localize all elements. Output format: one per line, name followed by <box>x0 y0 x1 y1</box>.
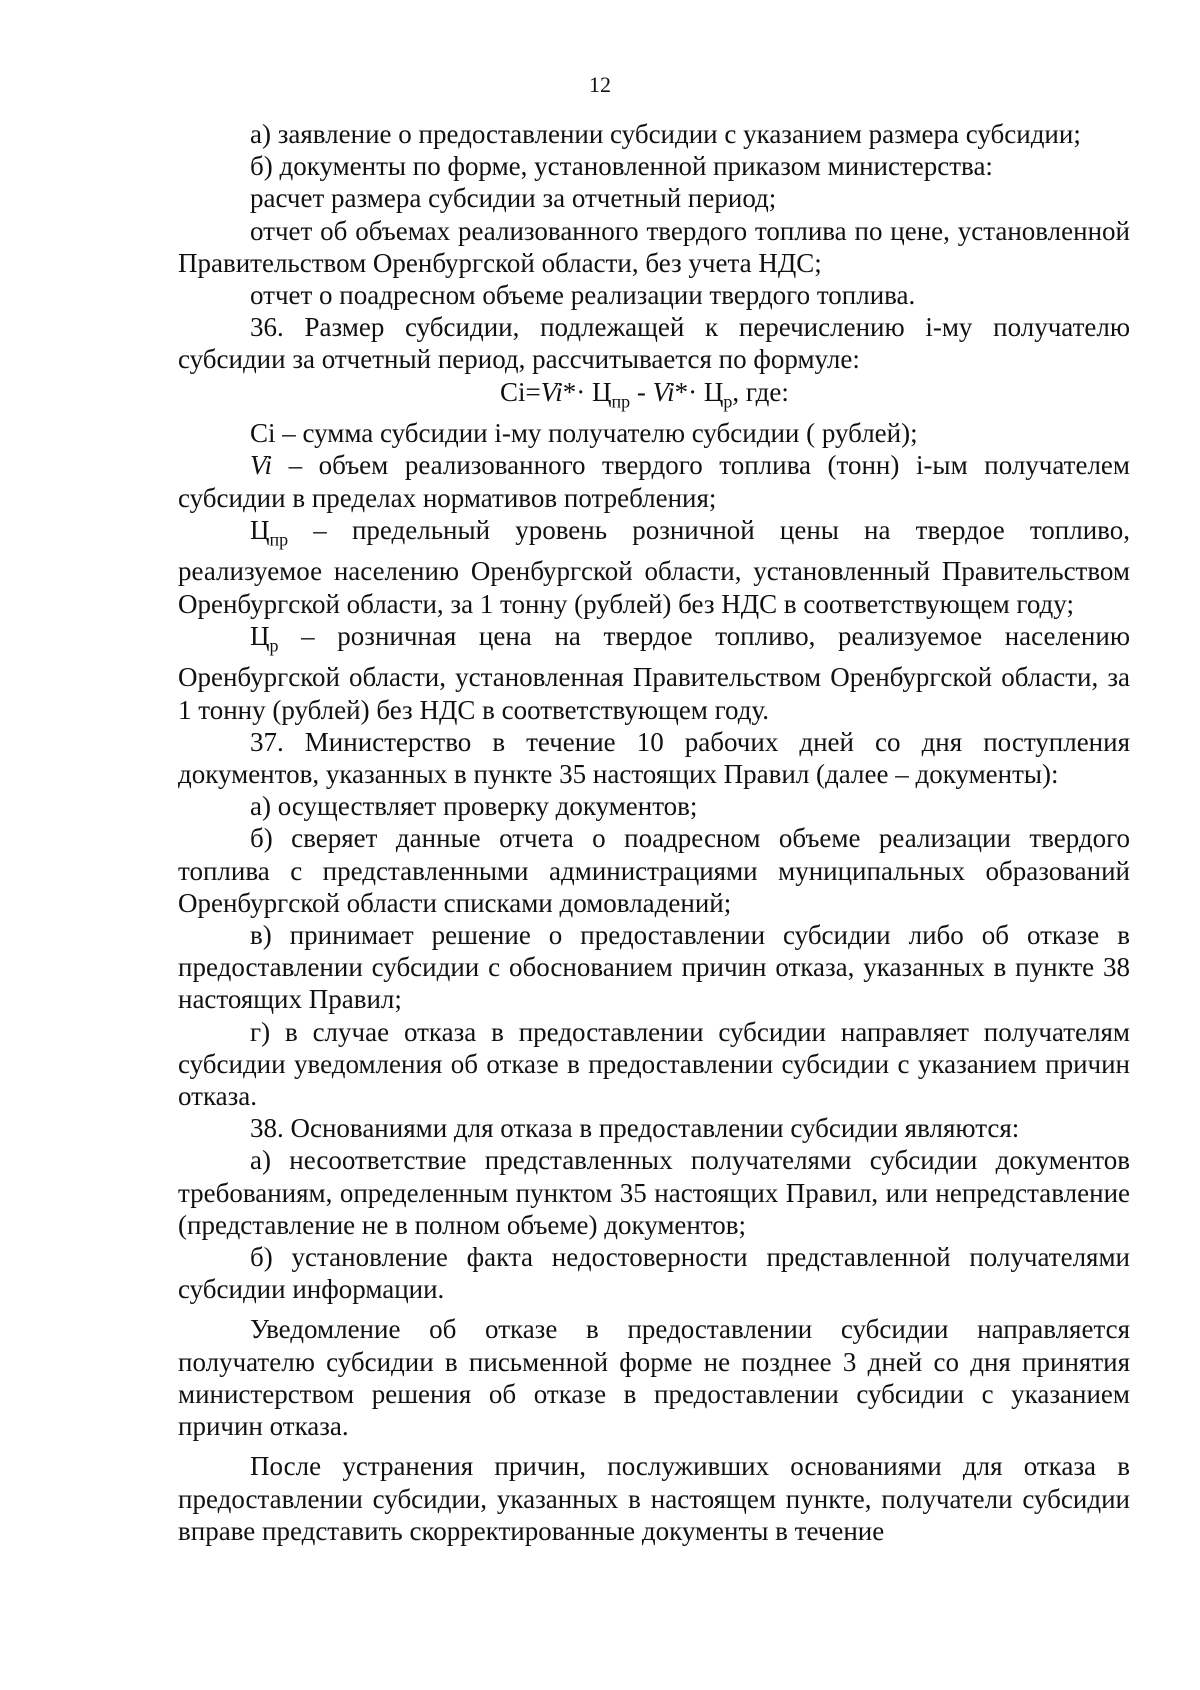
formula-lhs: Ci= <box>500 376 541 407</box>
definition-c-r-text: – розничная цена на твердое топливо, реализуемое населению Оренбургской области, установленная Правительством Оренбургской области, за 1 тонну (рублей) без НДС в соответствующем году. <box>178 620 1130 725</box>
paragraph-37-g: г) в случае отказа в предоставлении субсидии направляет получателям субсидии уведомления об отказе в предоставлении субсидии с указанием причин отказа. <box>178 1016 1130 1112</box>
formula-v1: Vi <box>540 376 563 407</box>
paragraph-volume-report: отчет об объемах реализованного твердого топлива по цене, установленной Правительством Оренбургской области, без учета НДС; <box>178 215 1130 278</box>
paragraph-37-v: в) принимает решение о предоставлении субсидии либо об отказе в предоставлении субсидии с обоснованием причин отказа, указанных в пункте 38 настоящих Правил; <box>178 920 1130 1015</box>
formula-minus: - <box>630 376 653 407</box>
paragraph-notification: Уведомление об отказе в предоставлении субсидии направляется получателю субсидии в письменной форме не позднее 3 дней со дня принятия министерством решения об отказе в предоставлении субсидии с указанием причин отказа. <box>178 1314 1130 1442</box>
definition-ci <box>178 417 1130 449</box>
label-c-pr-sub: пр <box>269 529 289 550</box>
paragraph-38: 38. Основаниями для отказа в предоставлении субсидии являются: <box>250 1113 1020 1144</box>
formula-v2: Vi <box>652 376 675 407</box>
formula-star1: *· Ц <box>562 376 612 407</box>
paragraph-calculation: расчет размера субсидии за отчетный период; <box>250 183 777 214</box>
definition-c-pr <box>178 514 1130 620</box>
paragraph-38-a: а) несоответствие представленных получателями субсидии документов требованиям, определенным пунктом 35 настоящих Правил, или непредставление (представление не в полном объеме) документов; <box>178 1145 1130 1240</box>
definition-c-r <box>178 620 1130 726</box>
formula-star2: *· Ц <box>674 376 724 407</box>
paragraph-after-elimination: После устранения причин, послуживших основаниями для отказа в предоставлении субсидии, указанных в настоящем пункте, получатели субсидии вправе представить скорректированные документы в течение <box>178 1451 1130 1546</box>
paragraph-37-b: б) сверяет данные отчета о поадресном объеме реализации твердого топлива с представленными администрациями муниципальных образований Оренбургской области списками домовладений; <box>178 823 1130 918</box>
label-vi: Vi <box>250 450 272 481</box>
definition-vi <box>178 449 1130 513</box>
paragraph-a-application: а) заявление о предоставлении субсидии с указанием размера субсидии; <box>250 119 1081 149</box>
paragraph-37: 37. Министерство в течение 10 рабочих дней со дня поступления документов, указанных в пункте 35 настоящих Правил (далее – документы): <box>178 726 1130 790</box>
formula-tail: , где: <box>732 376 789 407</box>
paragraph-address-report: отчет о поадресном объеме реализации твердого топлива. <box>250 280 916 311</box>
label-c-pr: Ц <box>250 514 270 545</box>
definition-c-pr-text: – предельный уровень розничной цены на твердое топливо, реализуемое населению Оренбургской области, установленный Правительством Оренбургской области, за 1 тонну (рублей) без НДС в соответствующем году; <box>178 514 1130 619</box>
subsidy-formula <box>178 376 1130 418</box>
formula-sub-pr: пр <box>611 391 631 412</box>
paragraph-b-documents: б) документы по форме, установленной приказом министерства: <box>250 151 993 182</box>
paragraph-36: 36. Размер субсидии, подлежащей к перечислению i-му получателю субсидии за отчетный период, рассчитывается по формуле: <box>178 312 1130 375</box>
definition-ci-text: – сумма субсидии i-му получателю субсидии ( рублей); <box>275 418 918 449</box>
definition-vi-text: – объем реализованного твердого топлива (тонн) i-ым получателем субсидии в пределах нормативов потребления; <box>178 450 1130 513</box>
label-c-r-sub: р <box>269 635 279 656</box>
paragraph-38-b: б) установление факта недостоверности представленной получателями субсидии информации. <box>178 1242 1130 1305</box>
label-ci: Ci <box>250 418 276 449</box>
page-number: 12 <box>589 72 611 97</box>
label-c-r: Ц <box>250 620 270 651</box>
paragraph-37-a: а) осуществляет проверку документов; <box>250 791 698 822</box>
document-body <box>178 118 1130 1547</box>
formula-sub-r: р <box>723 391 733 412</box>
